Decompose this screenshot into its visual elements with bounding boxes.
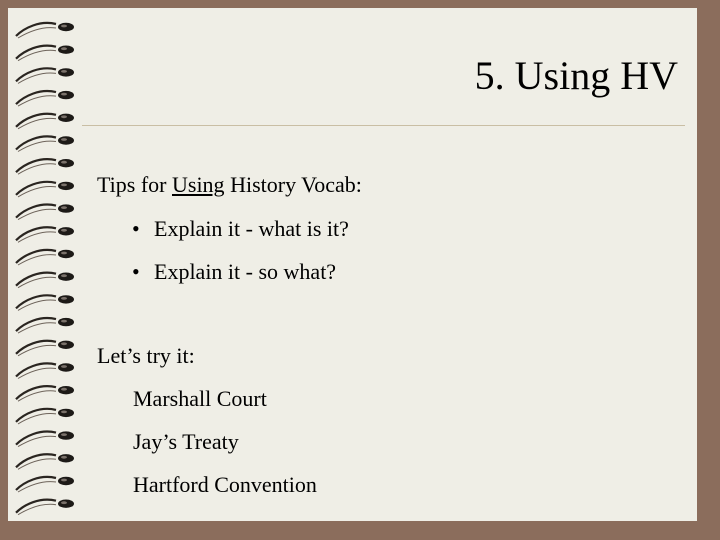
spiral-ring-icon xyxy=(16,91,74,106)
spiral-binding-icon xyxy=(0,0,92,540)
spiral-ring-icon xyxy=(16,68,74,83)
spiral-ring-icon xyxy=(16,500,74,515)
spiral-ring-icon xyxy=(16,136,74,151)
spiral-ring-icon xyxy=(16,182,74,197)
spiral-ring-icon xyxy=(16,114,74,129)
spiral-ring-icon xyxy=(16,273,74,288)
example-item: Hartford Convention xyxy=(133,472,317,497)
spiral-ring-icon xyxy=(16,318,74,333)
spiral-ring-icon xyxy=(16,341,74,356)
spiral-ring-icon xyxy=(16,46,74,61)
bullet-text: Explain it - what is it? xyxy=(154,216,349,241)
spiral-ring-icon xyxy=(16,363,74,378)
bullet-text: Explain it - so what? xyxy=(154,259,337,284)
title-divider xyxy=(82,125,685,126)
bullet-item xyxy=(132,216,349,242)
spiral-ring-icon xyxy=(16,409,74,424)
tips-prefix: Tips for xyxy=(97,172,172,197)
tips-heading xyxy=(97,172,362,198)
spiral-ring-icon xyxy=(16,477,74,492)
spiral-ring-icon xyxy=(16,295,74,310)
spiral-ring-icon xyxy=(16,250,74,265)
spiral-ring-icon xyxy=(16,159,74,174)
bullet-icon: • xyxy=(132,259,140,284)
tips-suffix: History Vocab: xyxy=(224,172,362,197)
spiral-ring-icon xyxy=(16,431,74,446)
tips-underlined: Using xyxy=(172,172,225,197)
spiral-ring-icon xyxy=(16,204,74,219)
spiral-ring-icon xyxy=(16,454,74,469)
bullet-item xyxy=(132,259,336,285)
example-item: Jay’s Treaty xyxy=(133,429,239,454)
spiral-ring-icon xyxy=(16,23,74,38)
spiral-ring-icon xyxy=(16,386,74,401)
try-heading: Let’s try it: xyxy=(97,343,195,368)
spiral-ring-icon xyxy=(16,227,74,242)
example-item: Marshall Court xyxy=(133,386,267,411)
bullet-icon: • xyxy=(132,216,140,241)
slide-title: 5. Using HV xyxy=(474,53,678,98)
